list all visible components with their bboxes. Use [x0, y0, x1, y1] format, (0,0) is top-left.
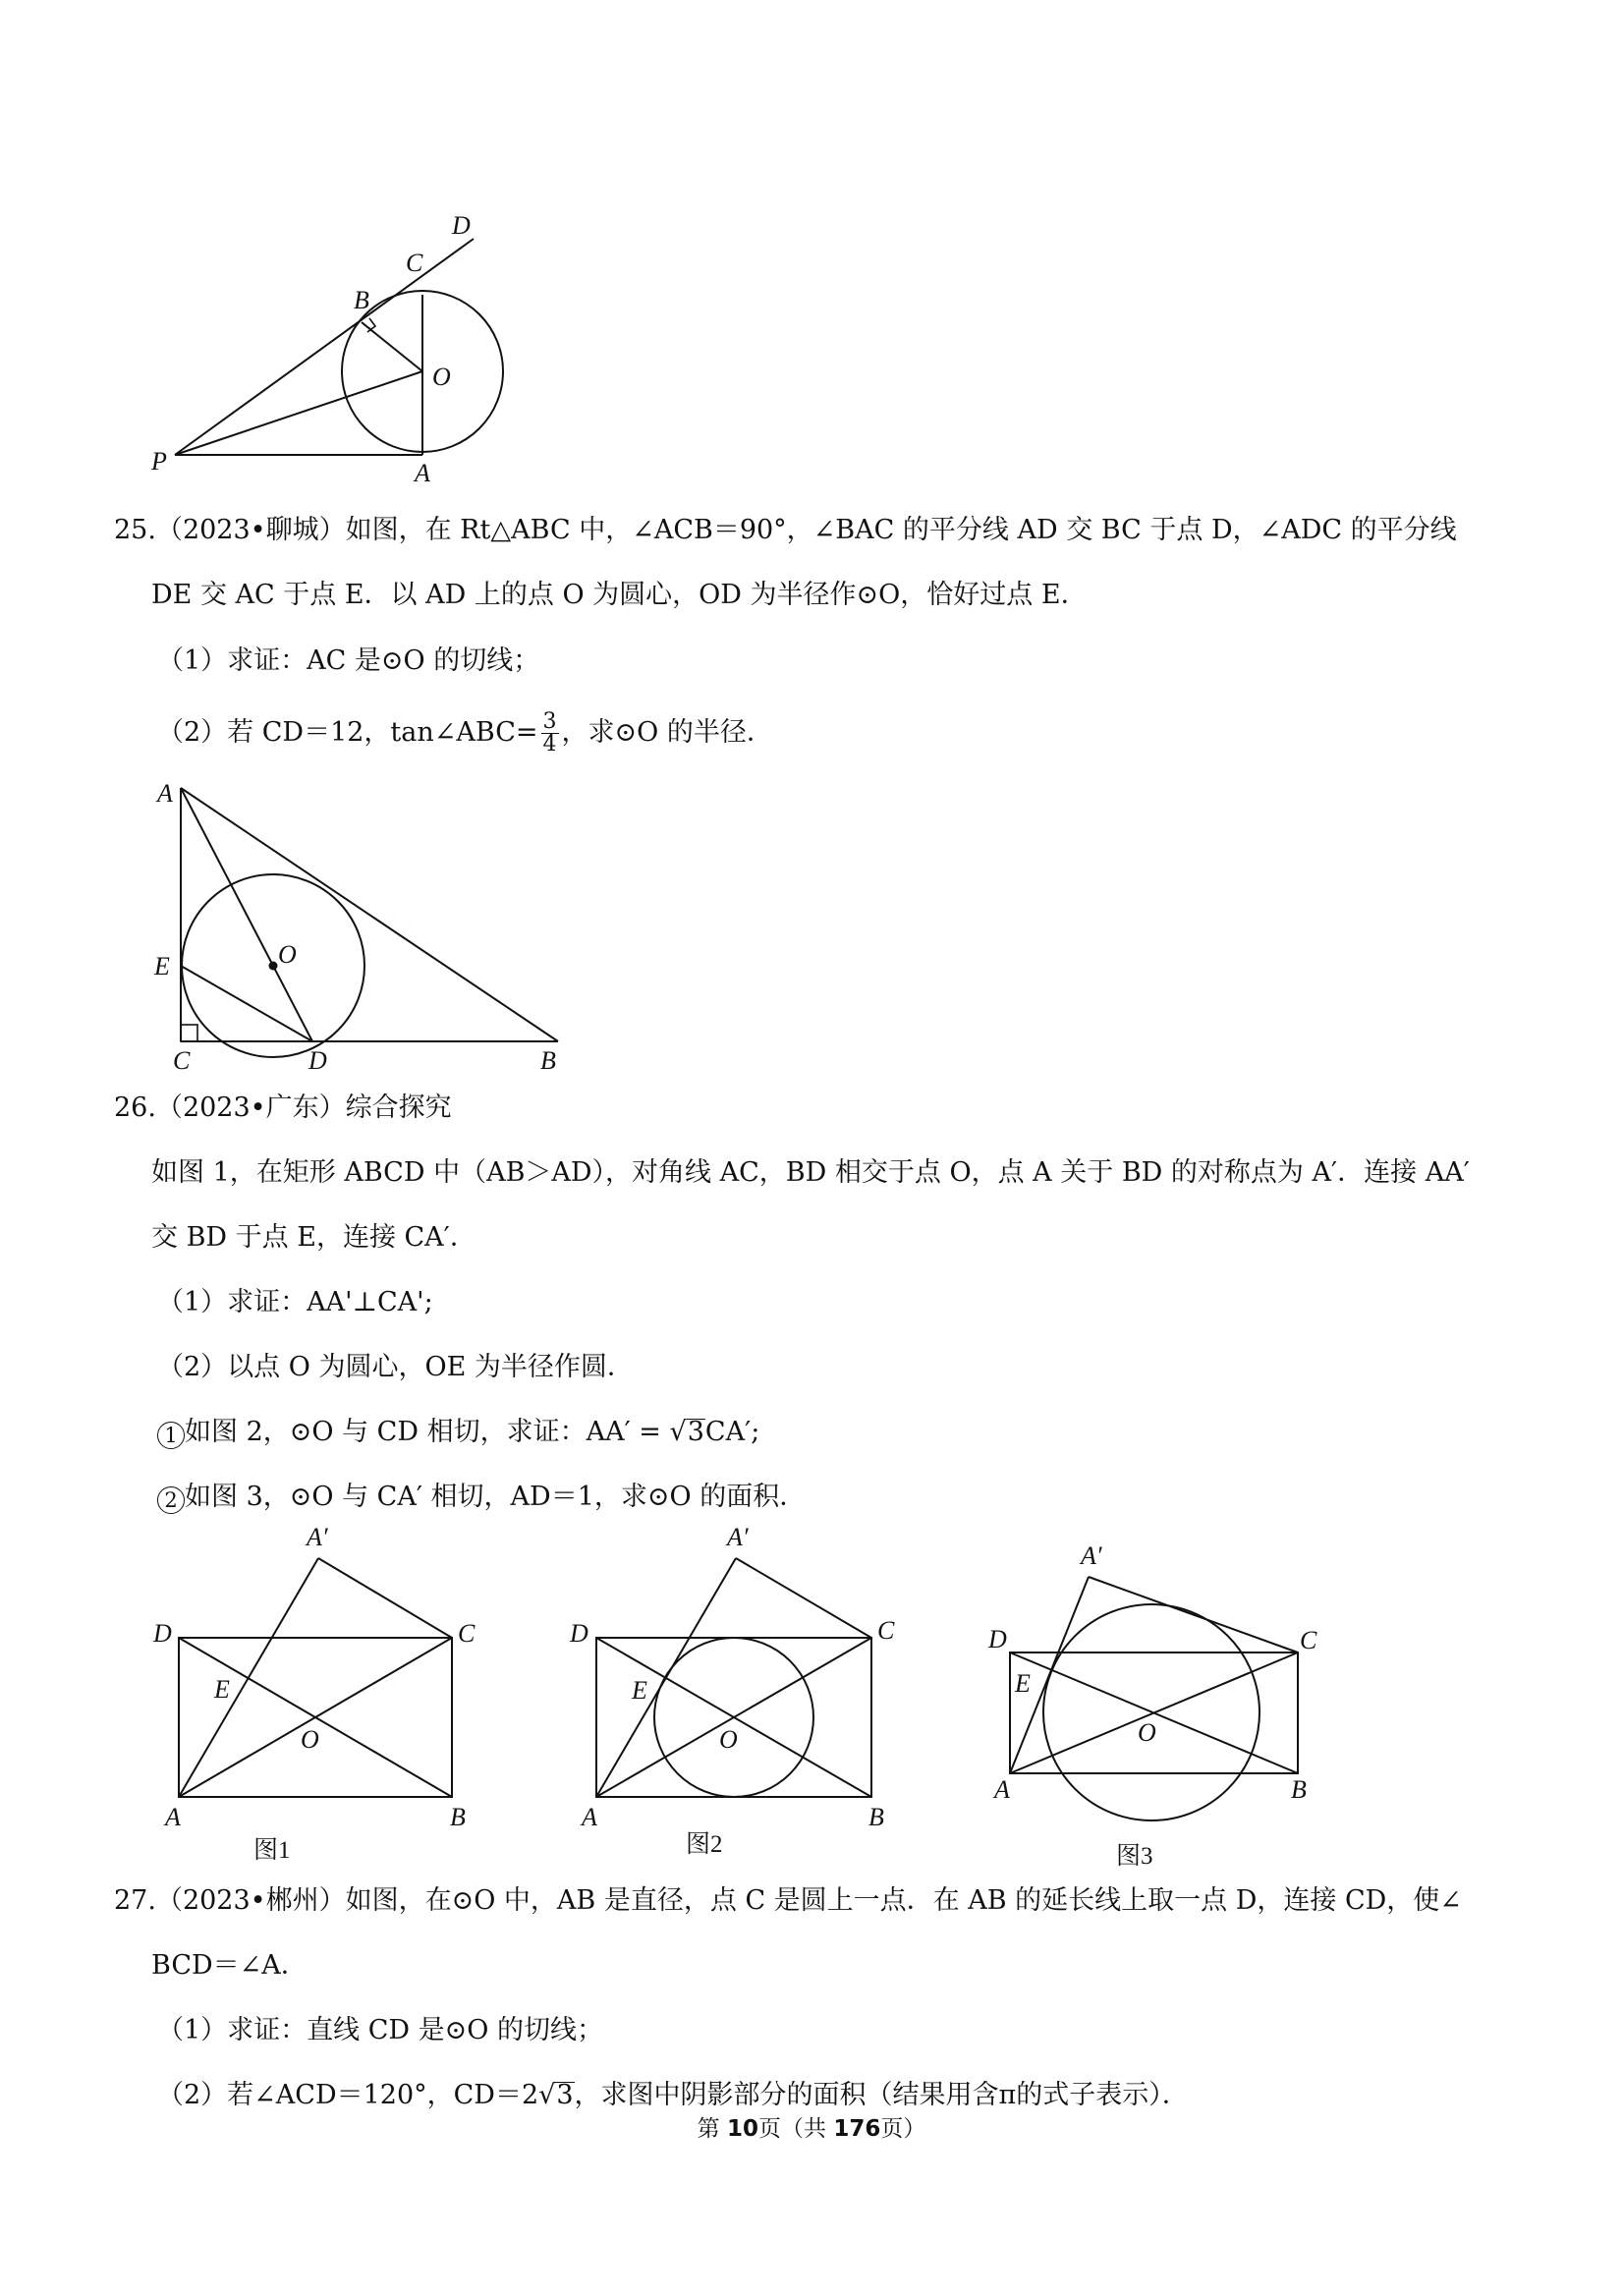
label-B: B [540, 1046, 556, 1075]
figure-q24-lines [175, 239, 503, 455]
q26-sub1 [157, 1415, 759, 1450]
q27-part2-post: ，求图中阴影部分的面积（结果用含π的式子表示）． [574, 2080, 1189, 2110]
line-A1C-fig1 [318, 1558, 452, 1638]
page-number: 10 [726, 2116, 758, 2142]
center-dot-O [269, 962, 278, 971]
sqrt-sign: √ [538, 2080, 556, 2110]
label-B: B [354, 286, 369, 314]
q26-sub2 [157, 1480, 806, 1515]
fig3-caption: 图3 [1116, 1843, 1153, 1870]
q27-line1 [114, 1883, 1462, 1919]
q26-sub1-mark: 1 [157, 1422, 185, 1449]
q25-fraction [541, 711, 559, 756]
q26-sub2-text: 如图 3，⊙O 与 CA′ 相切，AD＝1，求⊙O 的面积． [185, 1482, 807, 1512]
label-A: A [157, 779, 173, 808]
q26-line2: 交 BD 于点 E，连接 CA′． [151, 1222, 476, 1253]
figure-q26 [0, 1518, 1623, 1881]
fig1-caption: 图1 [253, 1837, 291, 1864]
figure-q25-lines [181, 788, 558, 1057]
q26-sub1-sqrt: 3 [687, 1417, 704, 1447]
q25-line1 [114, 513, 1457, 548]
fig1-label-A1: A′ [307, 1523, 328, 1551]
fig1-label-E: E [214, 1675, 230, 1704]
label-C: C [406, 249, 423, 277]
footer-mid: 页（共 [758, 2116, 834, 2142]
fig2-caption: 图2 [686, 1831, 723, 1858]
q26-sub1-post: CA′; [704, 1417, 760, 1447]
line-AB [181, 788, 558, 1041]
fig3-label-O: O [1138, 1718, 1156, 1747]
q25-part2 [157, 711, 773, 756]
label-P: P [151, 447, 167, 476]
fig3-label-D: D [988, 1625, 1007, 1653]
fig3-label-A: A [994, 1775, 1010, 1804]
fig1-label-D: D [153, 1619, 172, 1648]
q26-title: 综合探究 [345, 1092, 452, 1123]
fig2-label-E: E [632, 1676, 647, 1705]
total-pages: 176 [833, 2116, 881, 2142]
label-E: E [154, 952, 170, 980]
label-C: C [173, 1046, 191, 1075]
q25-part2-pre: （2）若 CD＝12，tan∠ABC= [157, 717, 538, 748]
label-D: D [308, 1046, 327, 1075]
label-O: O [278, 940, 297, 969]
fig3-label-C: C [1300, 1626, 1317, 1654]
q26-part2: （2）以点 O 为圆心，OE 为半径作圆． [157, 1352, 634, 1382]
fig2-label-D: D [570, 1619, 588, 1648]
fig2-label-B: B [868, 1803, 884, 1831]
q25-frac-num: 3 [542, 709, 557, 734]
fig1-label-A: A [165, 1803, 181, 1831]
q27-part2 [157, 2078, 1189, 2113]
fig2-label-A: A [582, 1803, 597, 1831]
q26-sub2-mark: 2 [157, 1486, 185, 1514]
fig3-label-E: E [1015, 1669, 1031, 1698]
page-footer [0, 2110, 1623, 2143]
q27-text1: 如图，在⊙O 中，AB 是直径，点 C 是圆上一点．在 AB 的延长线上取一点 D，连接 CD，使∠ [345, 1885, 1462, 1916]
right-angle-B [367, 318, 375, 332]
fig1-label-O: O [301, 1725, 319, 1754]
q26-source: （2023•广东） [155, 1092, 346, 1123]
fig3-label-A1: A′ [1081, 1541, 1102, 1570]
footer-pre: 第 [697, 2116, 727, 2142]
q25-frac-den: 4 [542, 732, 557, 756]
q26-line0 [114, 1091, 452, 1126]
q25-line2: DE 交 AC 于点 E．以 AD 上的点 O 为圆心，OD 为半径作⊙O，恰好过点 E． [151, 580, 1088, 610]
figure-q25 [0, 766, 1623, 1081]
q26-fig3 [1010, 1577, 1298, 1820]
q26-line1: 如图 1，在矩形 ABCD 中（AB＞AD），对角线 AC，BD 相交于点 O，点 A 关于 BD 的对称点为 A′．连接 AA′ [151, 1157, 1470, 1188]
fig1-label-B: B [450, 1803, 466, 1831]
q26-part1: （1）求证：AA'⊥CA'; [157, 1287, 433, 1317]
label-A: A [415, 459, 430, 487]
q26-sub1-pre: 如图 2，⊙O 与 CD 相切，求证：AA′ = [185, 1417, 670, 1447]
right-angle-C [181, 1025, 197, 1041]
q27-source: （2023•郴州） [155, 1885, 346, 1916]
q27-part2-pre: （2）若∠ACD＝120°，CD＝2 [157, 2080, 539, 2110]
q27-part1: （1）求证：直线 CD 是⊙O 的切线； [157, 2015, 603, 2045]
q27-part2-sqrt: 3 [556, 2080, 574, 2110]
fig2-label-C: C [877, 1616, 895, 1645]
line-AA1-fig1 [179, 1558, 318, 1797]
figure-q24 [0, 0, 1623, 491]
line-A1C-fig2 [736, 1558, 871, 1638]
q25-source: （2023•聊城） [155, 515, 346, 545]
line-PD [175, 239, 474, 455]
q25-number: 25. [114, 515, 156, 545]
sqrt-sign: √ [669, 1417, 687, 1447]
q26-number: 26. [114, 1092, 156, 1123]
label-D: D [452, 211, 471, 240]
fig2-label-A1: A′ [727, 1523, 749, 1551]
q25-text1: 如图，在 Rt△ABC 中，∠ACB＝90°，∠BAC 的平分线 AD 交 BC 于点 D，∠ADC 的平分线 [345, 515, 1457, 545]
fig3-label-B: B [1291, 1775, 1307, 1804]
q25-part1: （1）求证：AC 是⊙O 的切线； [157, 645, 540, 676]
fig2-label-O: O [719, 1725, 738, 1754]
q27-number: 27. [114, 1885, 156, 1916]
footer-post: 页） [880, 2116, 926, 2142]
fig1-label-C: C [458, 1619, 476, 1648]
q27-line2: BCD＝∠A． [151, 1950, 308, 1981]
q25-part2-post: ，求⊙O 的半径． [561, 717, 773, 748]
label-O: O [432, 363, 451, 391]
line-A1C-fig3 [1089, 1577, 1298, 1652]
